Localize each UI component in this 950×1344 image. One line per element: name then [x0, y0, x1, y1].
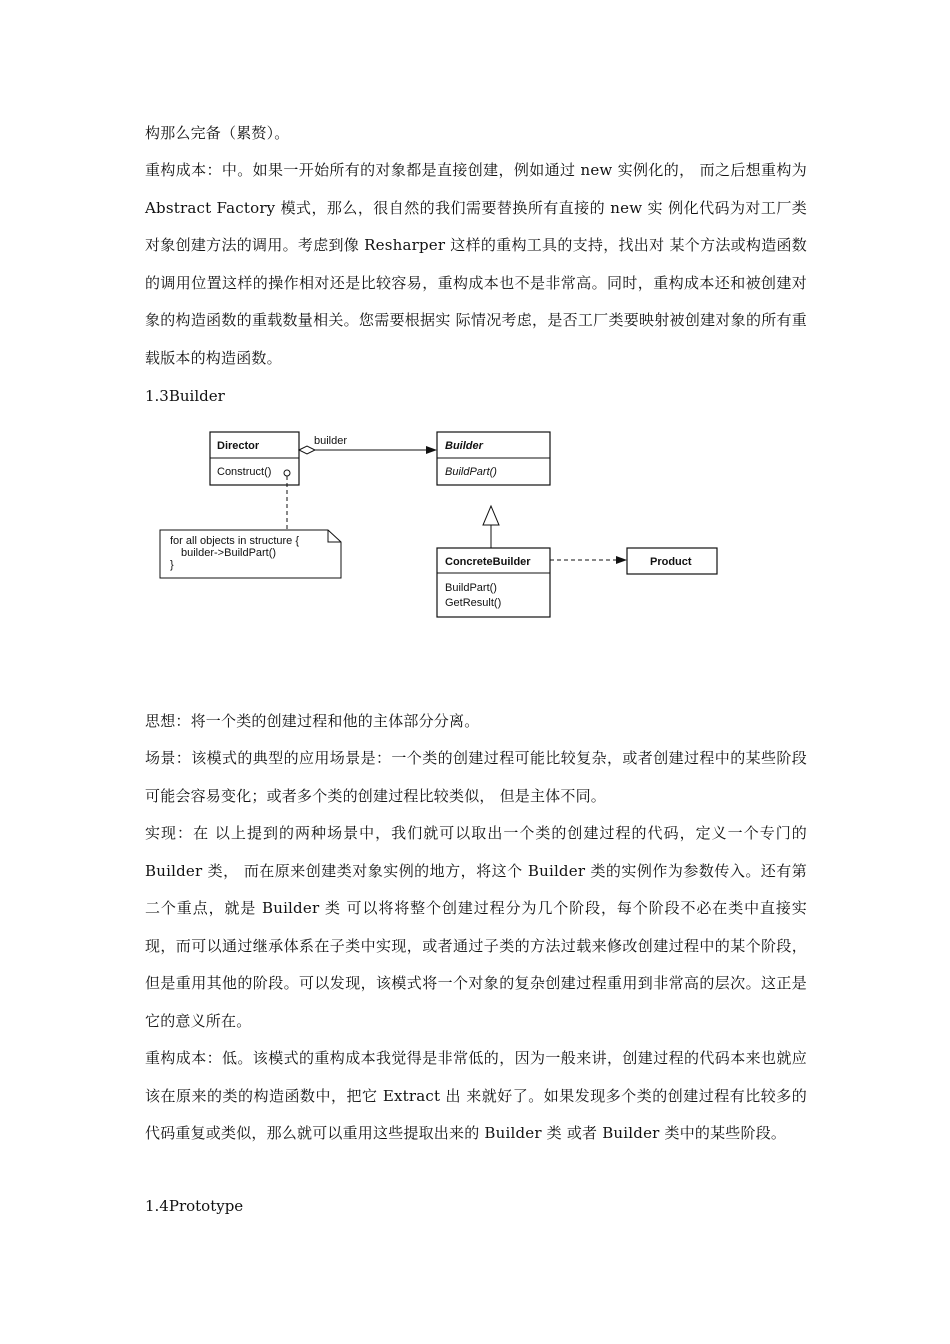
- paragraph-builder-implementation: 实现：在 以上提到的两种场景中，我们就可以取出一个类的创建过程的代码，定义一个专门的 Builder 类， 而在原来创建类对象实例的地方，将这个 Builder 类的实例作为参数传入。还有第二个重点，就是 Builder 类 可以将将整个创建过程分为几个阶段，每个阶段不必在类中直接实现，而可以通过继承体系在子类中实现，或者通过子类的方法过载来修改创建过程中的某个阶段， 但是重用其他的阶段。可以发现，该模式将一个对象的复杂创建过程重用到非常高的层次。这正是它的意义所在。: [145, 824, 807, 1030]
- inheritance-arrow: [483, 506, 499, 548]
- concrete-method-1: BuildPart(): [445, 582, 497, 594]
- director-class: [210, 432, 299, 485]
- construct-note: [160, 530, 341, 578]
- product-class: [627, 548, 717, 574]
- paragraph-builder-refactor-cost: 重构成本：低。该模式的重构成本我觉得是非常低的，因为一般来讲，创建过程的代码本来也就应该在原来的类的构造函数中，把它 Extract 出 来就好了。如果发现多个类的创建过程有比较多的代码重复或类似，那么就可以重用这些提取出来的 Builder 类 或者 Builder 类中的某些阶段。: [145, 1049, 807, 1142]
- paragraph-intro-tail: 构那么完备（累赘）。: [145, 124, 290, 142]
- dependency-arrow: [550, 556, 627, 564]
- paragraph-abstract-factory-refactor-cost: 重构成本：中。如果一开始所有的对象都是直接创建，例如通过 new 实例化的， 而之后想重构为 Abstract Factory 模式，那么，很自然的我们需要替换所有直接的 new 实 例化代码为对工厂类对象创建方法的调用。考虑到像 Resharper 这样的重构工具的支持，找出对 某个方法或构造函数的调用位置这样的操作相对还是比较容易，重构成本也不是非常高。同时，重构成本还和被创建对象的构造函数的重载数量相关。您需要根据实 际情况考虑，是否工厂类要映射被创建对象的所有重载版本的构造函数。: [145, 161, 807, 367]
- director-method: Construct(): [217, 466, 272, 478]
- association-label: builder: [314, 435, 348, 447]
- paragraph-builder-scenario: 场景：该模式的典型的应用场景是：一个类的创建过程可能比较复杂，或者创建过程中的某些阶段可能会容易变化；或者多个类的创建过程比较类似， 但是主体不同。: [145, 749, 807, 805]
- heading-prototype: 1.4Prototype: [145, 1197, 244, 1215]
- note-line-1: for all objects in structure {: [170, 535, 300, 547]
- note-line-3: }: [170, 559, 174, 571]
- paragraph-builder-idea: 思想：将一个类的创建过程和他的主体部分分离。: [145, 712, 480, 730]
- director-title: Director: [217, 440, 260, 452]
- builder-title: Builder: [445, 440, 483, 452]
- heading-builder: 1.3Builder: [145, 387, 225, 405]
- aggregation-association: [299, 435, 437, 454]
- builder-method: BuildPart(): [445, 466, 497, 478]
- concrete-method-2: GetResult(): [445, 597, 502, 609]
- concrete-builder-class: [437, 548, 550, 617]
- product-title: Product: [650, 556, 692, 568]
- builder-uml-diagram: [150, 420, 730, 630]
- builder-class: [437, 432, 550, 485]
- concrete-builder-title: ConcreteBuilder: [445, 556, 531, 568]
- note-line-2: builder->BuildPart(): [181, 547, 277, 559]
